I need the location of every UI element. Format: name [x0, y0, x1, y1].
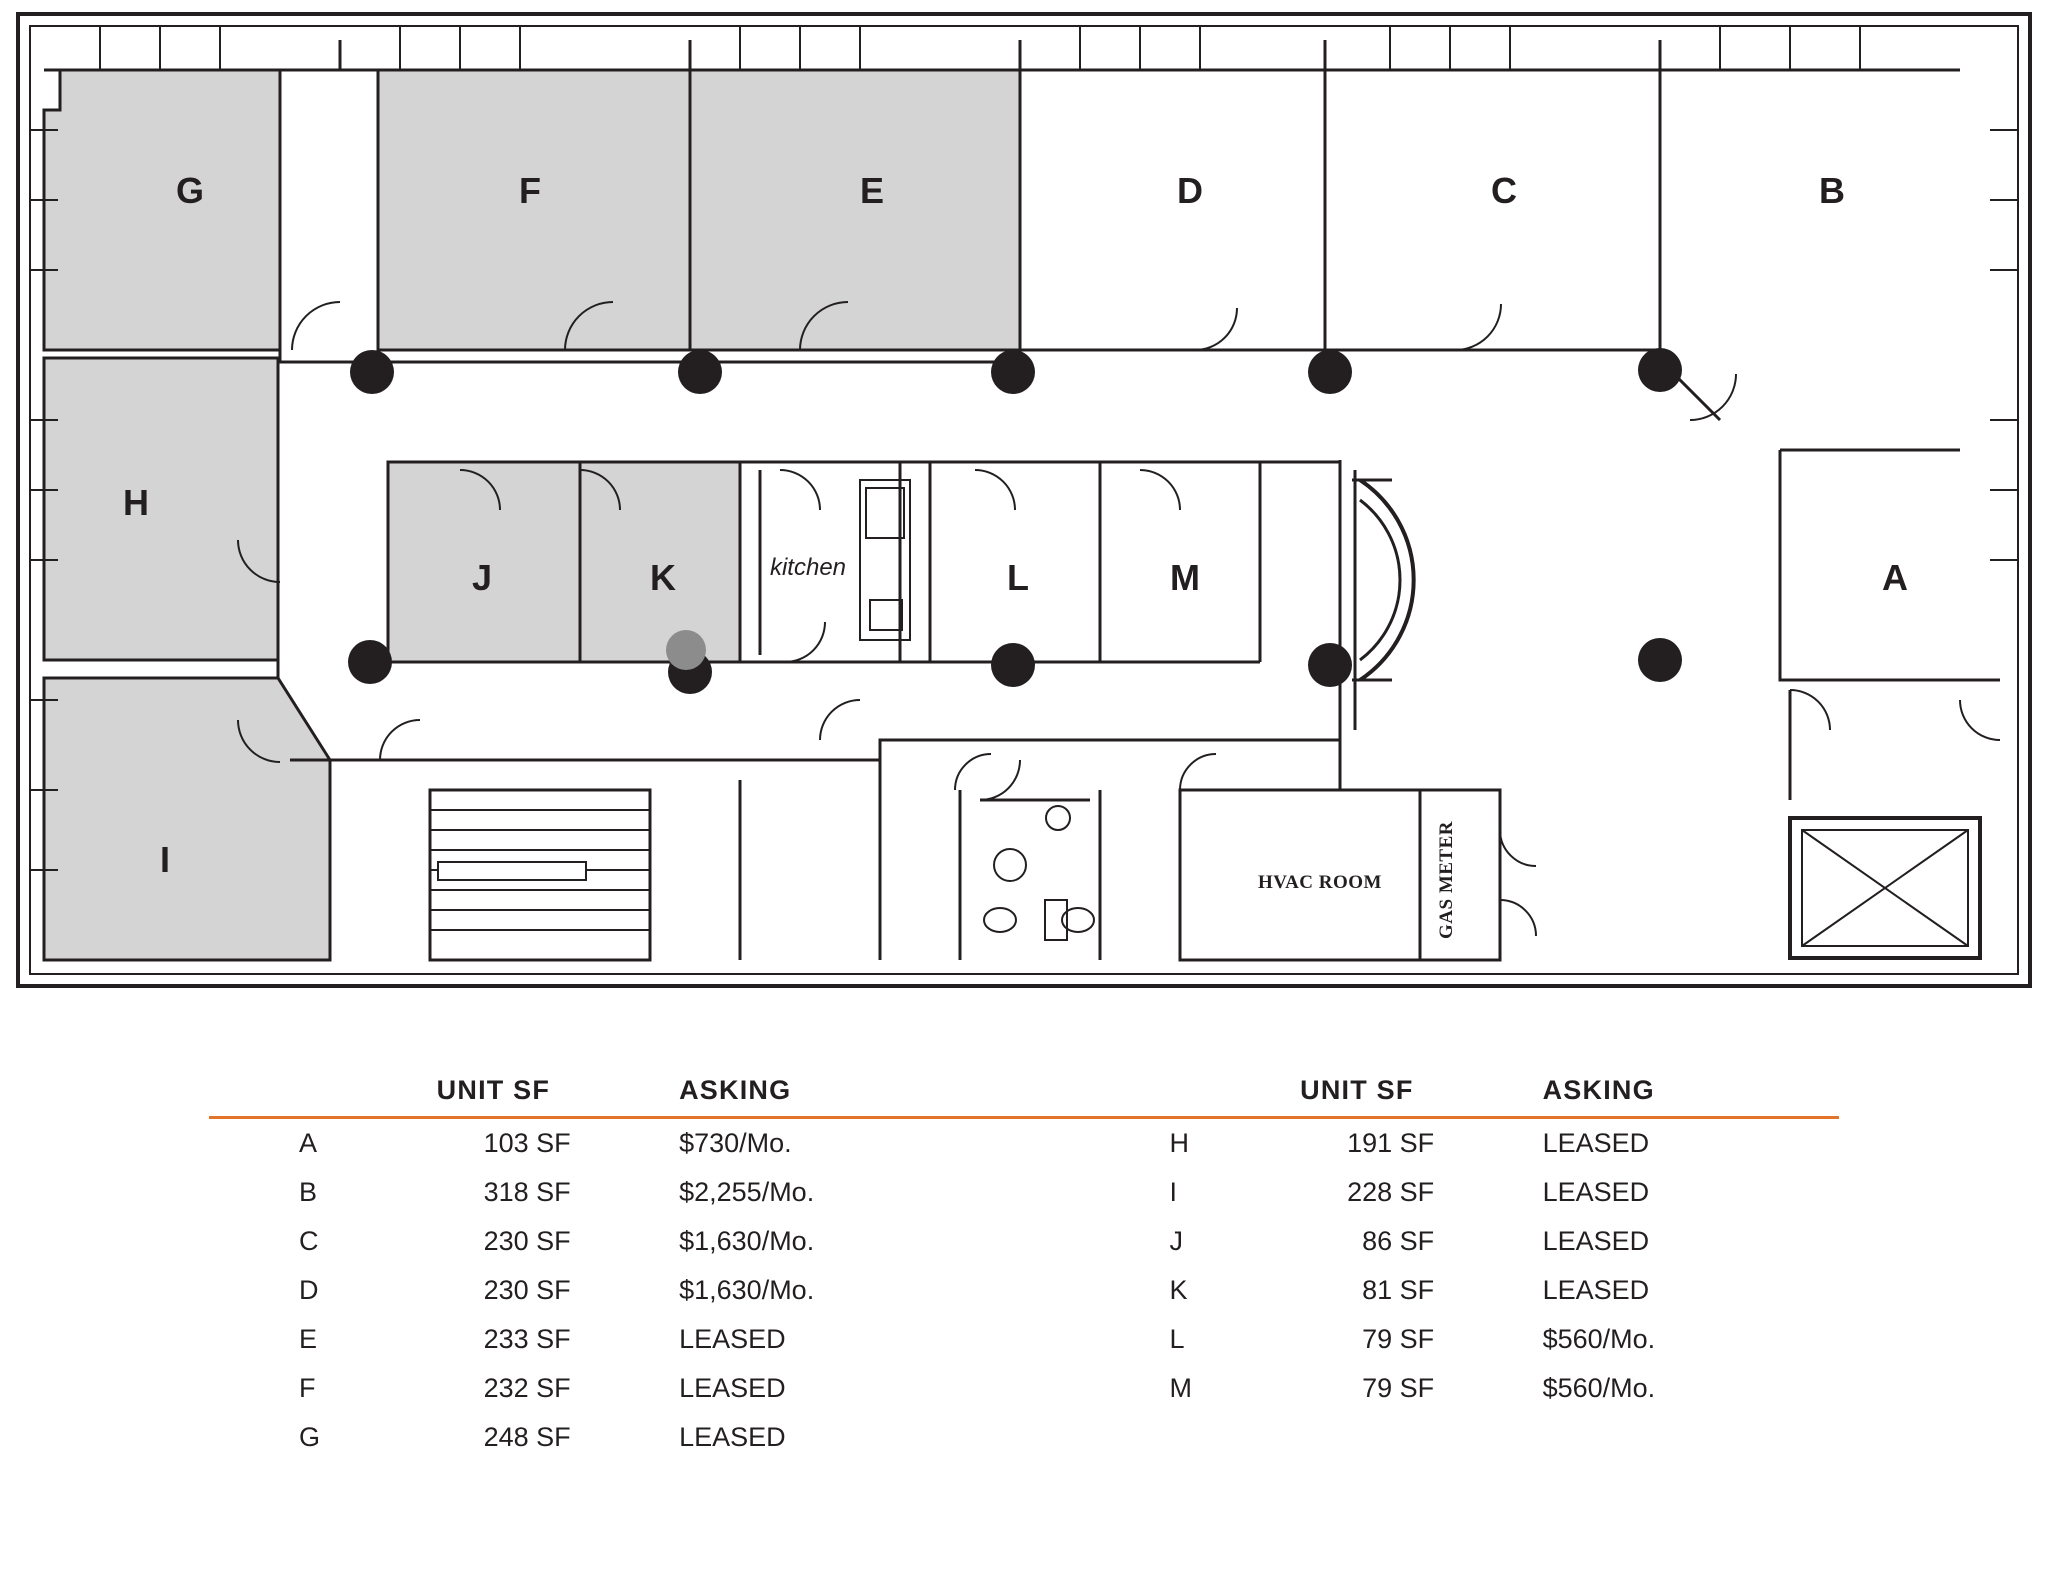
unit-sf	[1294, 1364, 1542, 1413]
unit-id: A	[299, 1128, 318, 1158]
kitchen-label: kitchen	[769, 554, 847, 581]
hvac-room-label: HVAC ROOM	[1258, 872, 1382, 893]
unit-asking: $2,255/Mo.	[679, 1177, 815, 1207]
unit-asking: LEASED	[679, 1373, 786, 1403]
unit-id: L	[1169, 1324, 1185, 1354]
unit-shape-g	[44, 70, 280, 350]
unit-id: D	[299, 1275, 319, 1305]
row-spacer	[1026, 1315, 1108, 1364]
unit-sf-value: 233 SF	[483, 1324, 571, 1354]
unit-legend	[0, 1075, 2048, 1462]
column-dot-highlight	[666, 630, 706, 670]
unit-sf	[431, 1118, 679, 1169]
row-spacer	[1026, 1413, 1108, 1462]
unit-asking: LEASED	[679, 1324, 786, 1354]
unit-sf-value: 103 SF	[483, 1128, 571, 1158]
table-row	[209, 1413, 1839, 1462]
unit-shape-i	[44, 678, 330, 960]
header-unit-right	[1108, 1075, 1295, 1118]
unit-id: J	[1169, 1226, 1184, 1256]
unit-legend-table	[209, 1075, 1839, 1462]
unit-sf-value: 79 SF	[1362, 1324, 1435, 1354]
unit-asking: $1,630/Mo.	[679, 1226, 815, 1256]
unit-label-c: C	[1491, 170, 1517, 211]
table-row	[209, 1118, 1839, 1169]
unit-asking: $560/Mo.	[1542, 1373, 1656, 1403]
table-row	[209, 1217, 1839, 1266]
column-dot	[991, 643, 1035, 687]
unit-sf	[431, 1266, 679, 1315]
unit-sf-value: 81 SF	[1362, 1275, 1435, 1305]
unit-sf	[1294, 1217, 1542, 1266]
column-dot	[678, 350, 722, 394]
unit-sf	[431, 1315, 679, 1364]
unit-label-a: A	[1882, 557, 1908, 598]
unit-label-h: H	[123, 482, 149, 523]
unit-shape-h	[44, 358, 278, 660]
unit-id: M	[1169, 1373, 1193, 1403]
unit-sf-value: 248 SF	[483, 1422, 571, 1452]
row-spacer	[1026, 1217, 1108, 1266]
column-dot	[348, 640, 392, 684]
unit-sf-value: 230 SF	[483, 1226, 571, 1256]
unit-sf-value: 86 SF	[1362, 1226, 1435, 1256]
header-spacer	[1026, 1075, 1108, 1118]
table-row	[209, 1266, 1839, 1315]
unit-sf	[431, 1168, 679, 1217]
unit-sf	[1294, 1413, 1542, 1462]
row-spacer	[1026, 1118, 1108, 1169]
unit-asking: LEASED	[1542, 1226, 1650, 1256]
legend-head	[209, 1075, 1839, 1118]
unit-sf-value: 191 SF	[1347, 1128, 1435, 1158]
unit-id: F	[299, 1373, 316, 1403]
column-dot	[1638, 348, 1682, 392]
unit-asking: $730/Mo.	[679, 1128, 792, 1158]
unit-asking: LEASED	[1542, 1275, 1650, 1305]
unit-sf	[1294, 1315, 1542, 1364]
unit-label-e: E	[859, 170, 885, 211]
unit-asking: $560/Mo.	[1542, 1324, 1656, 1354]
unit-sf	[1294, 1168, 1542, 1217]
gas-meter-label: GAS METER	[1436, 821, 1457, 939]
header-asking-right: ASKING	[1542, 1075, 1655, 1105]
unit-sf	[431, 1364, 679, 1413]
table-row	[209, 1315, 1839, 1364]
header-unit-sf-right: UNIT SF	[1300, 1075, 1414, 1105]
unit-sf-value: 79 SF	[1362, 1373, 1435, 1403]
unit-sf-value: 228 SF	[1347, 1177, 1435, 1207]
header-unit-left	[209, 1075, 431, 1118]
unit-asking: $1,630/Mo.	[679, 1275, 815, 1305]
unit-label-f: F	[519, 170, 541, 211]
unit-label-k: K	[650, 557, 676, 598]
unit-id: B	[299, 1177, 318, 1207]
unit-sf	[431, 1217, 679, 1266]
unit-shape-e	[690, 70, 1020, 350]
column-dot	[991, 350, 1035, 394]
unit-asking: LEASED	[679, 1422, 786, 1452]
unit-sf	[431, 1413, 679, 1462]
unit-label-l: L	[1007, 557, 1029, 598]
row-spacer	[1026, 1168, 1108, 1217]
column-dot	[1308, 350, 1352, 394]
unit-id: E	[299, 1324, 318, 1354]
unit-sf-value: 318 SF	[483, 1177, 571, 1207]
unit-label-j: J	[471, 557, 493, 598]
legend-header-row	[209, 1075, 1839, 1118]
row-spacer	[1026, 1364, 1108, 1413]
unit-id: G	[299, 1422, 321, 1452]
unit-label-i: I	[159, 839, 171, 880]
legend-body	[209, 1118, 1839, 1463]
unit-label-d: D	[1177, 170, 1203, 211]
column-dot	[350, 350, 394, 394]
header-unit-sf-left: UNIT SF	[436, 1075, 551, 1105]
unit-label-b: B	[1819, 170, 1845, 211]
table-row	[209, 1168, 1839, 1217]
unit-id: K	[1169, 1275, 1188, 1305]
unit-label-g: G	[175, 170, 205, 211]
unit-sf	[1294, 1118, 1542, 1169]
column-dot	[1308, 643, 1352, 687]
unit-id	[1108, 1413, 1295, 1462]
unit-id: C	[299, 1226, 319, 1256]
unit-asking: LEASED	[1542, 1128, 1650, 1158]
unit-sf-value: 232 SF	[483, 1373, 571, 1403]
unit-label-m: M	[1170, 557, 1200, 598]
unit-asking	[1543, 1413, 1839, 1462]
row-spacer	[1026, 1266, 1108, 1315]
table-row	[209, 1364, 1839, 1413]
header-asking-left: ASKING	[679, 1075, 792, 1105]
unit-id: H	[1169, 1128, 1190, 1158]
column-dot	[1638, 638, 1682, 682]
unit-id: I	[1169, 1177, 1178, 1207]
unit-sf	[1294, 1266, 1542, 1315]
unit-sf-value: 230 SF	[483, 1275, 571, 1305]
unit-asking: LEASED	[1542, 1177, 1650, 1207]
